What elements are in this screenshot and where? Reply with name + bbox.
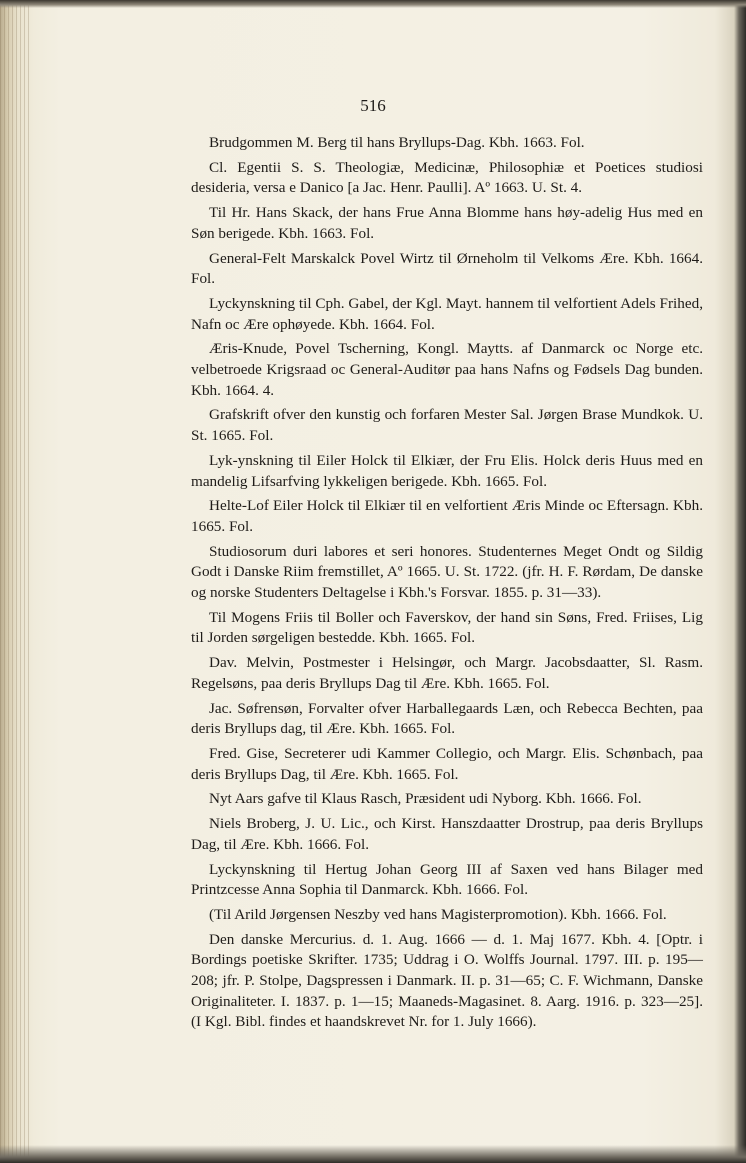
- bibliography-entry: Nyt Aars gafve til Klaus Rasch, Præsident udi Nyborg. Kbh. 1666. Fol.: [209, 790, 642, 808]
- bibliography-list: [191, 133, 703, 1037]
- bibliography-entry: Cl. Egentii S. S. Theologiæ, Medicinæ, Philosophiæ et Poetices studiosi desideria, versa e Danico [a Jac. Henr. Paulli]. Aº 1663. U. St. 4.: [191, 158, 703, 197]
- page-bottom-edge: [0, 1145, 746, 1163]
- bibliography-entry: Den danske Mercurius. d. 1. Aug. 1666 — d. 1. Maj 1677. Kbh. 4. [Optr. i Bordings poetiske Skrifter. 1735; Uddrag i O. Wolffs Journal. 1797. III. p. 195—208; jfr. P. Stolpe, Dagspressen i Danmark. II. p. 31—65; C. F. Wichmann, Danske Originaliteter. I. 1837. p. 1—15; Maaneds-Magasinet. 8. Aarg. 1916. p. 323—25]. (I Kgl. Bibl. findes et haandskrevet Nr. for 1. July 1666).: [191, 930, 703, 1031]
- bibliography-entry: (Til Arild Jørgensen Neszby ved hans Magisterpromotion). Kbh. 1666. Fol.: [209, 905, 667, 923]
- bibliography-entry: Til Mogens Friis til Boller och Faverskov, der hand sin Søns, Fred. Friises, Lig til Jorden sørgeligen bestedde. Kbh. 1665. Fol.: [191, 608, 703, 647]
- bibliography-entry: Dav. Melvin, Postmester i Helsingør, och Margr. Jacobsdaatter, Sl. Rasm. Regelsøns, paa deris Bryllups Dag til Ære. Kbh. 1665. Fol.: [191, 654, 703, 692]
- bibliography-entry: Grafskrift ofver den kunstig och forfaren Mester Sal. Jørgen Brase Mundkok. U. St. 1665. Fol.: [191, 406, 703, 445]
- bibliography-entry: Helte-Lof Eiler Holck til Elkiær til en velfortient Æris Minde oc Eftersagn. Kbh. 1665. Fol.: [191, 497, 703, 535]
- bibliography-entry: Lyk-ynskning til Eiler Holck til Elkiær, der Fru Elis. Holck deris Huus med en mandelig Lifsarfving lykkeligen berigede. Kbh. 1665. Fol.: [191, 451, 703, 490]
- bibliography-entry: Til Hr. Hans Skack, der hans Frue Anna Blomme hans høy-adelig Hus med en Søn berigede. Kbh. 1663. Fol.: [191, 204, 703, 242]
- bibliography-entry: Jac. Søfrensøn, Forvalter ofver Harballegaards Læn, och Rebecca Bechten, paa deris Bryllups dag, til Ære. Kbh. 1665. Fol.: [191, 699, 703, 738]
- bibliography-entry: Lyckynskning til Hertug Johan Georg III af Saxen ved hans Bilager med Printzcesse Anna Sophia til Danmarck. Kbh. 1666. Fol.: [191, 860, 703, 899]
- bibliography-entry: Æris-Knude, Povel Tscherning, Kongl. Maytts. af Danmarck oc Norge etc. velbetroede Krigsraad oc General-Auditør paa hans Nafns og Fødsels Dag bunden. Kbh. 1664. 4.: [191, 340, 703, 399]
- page-top-edge: [0, 0, 746, 8]
- bibliography-entry: Lyckynskning til Cph. Gabel, der Kgl. Mayt. hannem til velfortient Adels Frihed, Nafn oc Ære ophøyede. Kbh. 1664. Fol.: [191, 294, 703, 333]
- bibliography-entry: General-Felt Marskalck Povel Wirtz til Ørneholm til Velkoms Ære. Kbh. 1664. Fol.: [191, 249, 703, 288]
- bibliography-entry: Niels Broberg, J. U. Lic., och Kirst. Hanszdaatter Drostrup, paa deris Bryllups Dag, til Ære. Kbh. 1666. Fol.: [191, 815, 703, 853]
- bibliography-entry: Studiosorum duri labores et seri honores. Studenternes Meget Ondt og Sildig Godt i Danske Riim fremstillet, Aº 1665. U. St. 1722. (jfr. H. F. Rørdam, De danske og norske Studenters Deltagelse i Kbh.'s Forsvar. 1855. p. 31—33).: [191, 542, 703, 602]
- bibliography-entry: Brudgommen M. Berg til hans Bryllups-Dag. Kbh. 1663. Fol.: [209, 134, 585, 151]
- bibliography-entry: Fred. Gise, Secreterer udi Kammer Collegio, och Margr. Elis. Schønbach, paa deris Bryllups Dag, til Ære. Kbh. 1665. Fol.: [191, 744, 703, 783]
- page-number: 516: [360, 96, 386, 115]
- book-spine-edge: [0, 0, 30, 1163]
